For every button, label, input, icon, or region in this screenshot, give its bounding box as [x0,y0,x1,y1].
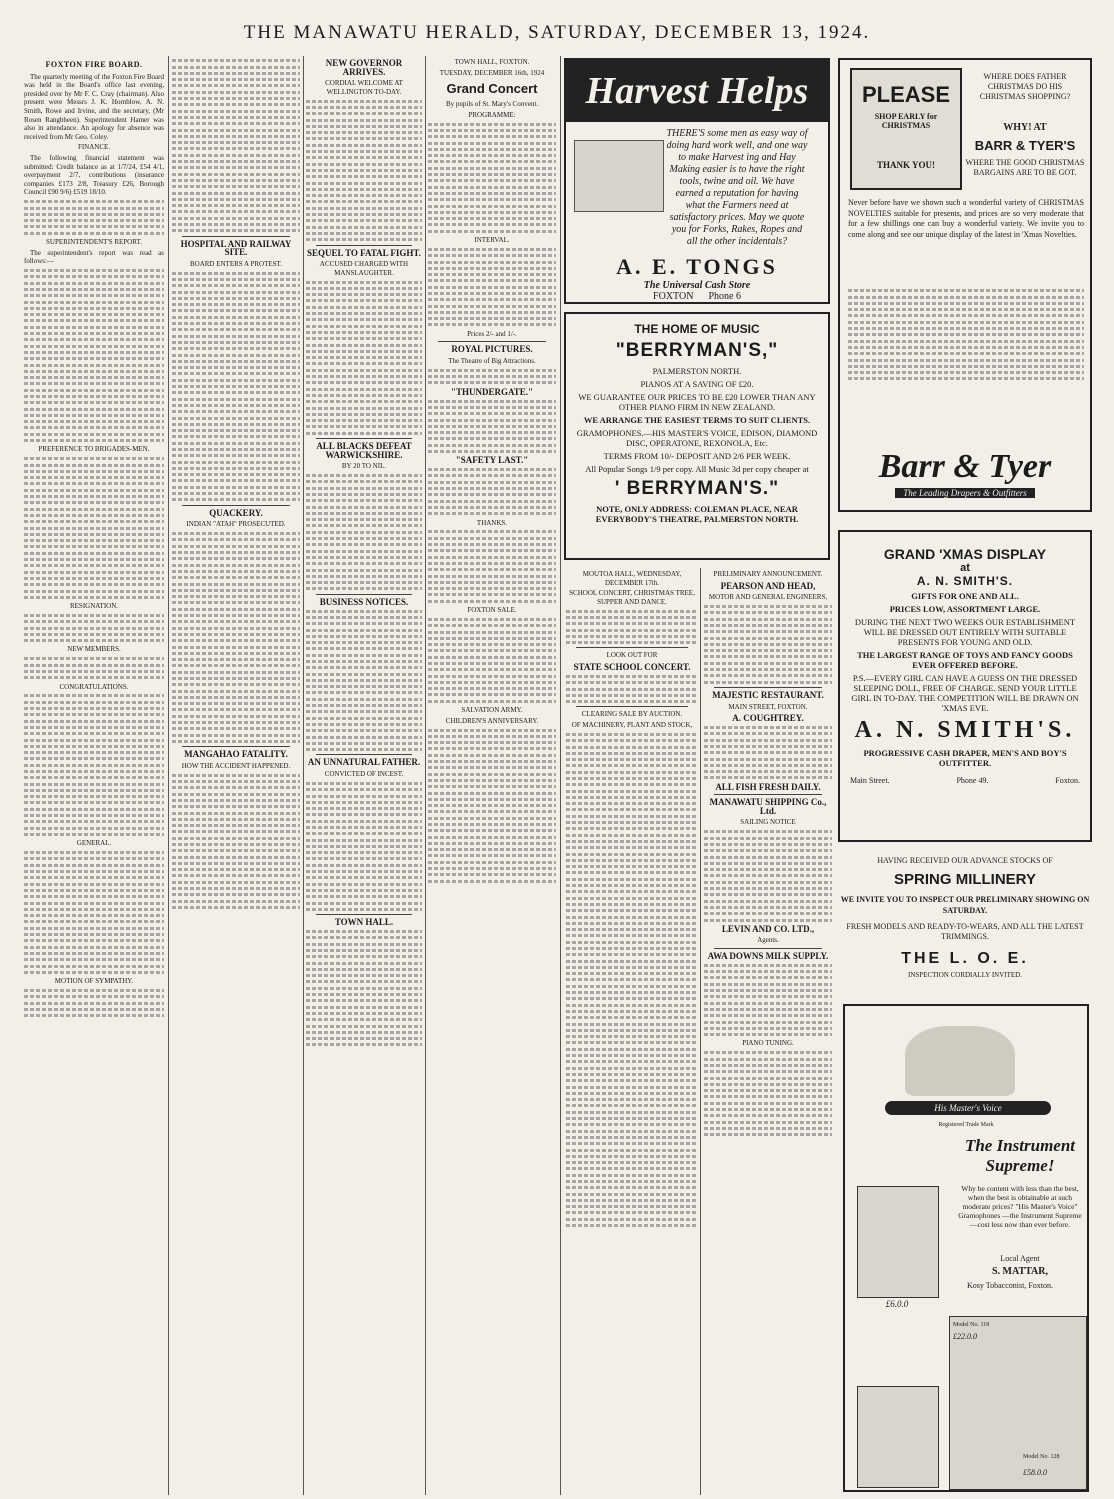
smith-text1: DURING THE NEXT TWO WEEKS OUR ESTABLISHMENT WILL BE DRESSED OUT ENTIRELY WITH SUITABLE PRESENTS FOR YOUNG AND OLD. [854,617,1076,647]
text-block [428,729,556,883]
divider [316,754,412,755]
smith-gifts: GIFTS FOR ONE AND ALL. [911,591,1019,601]
allblacks-sub: BY 20 TO NIL. [341,462,387,471]
gramophone-table-illustration [857,1386,939,1488]
super-text: The superintendent's report was read as follows:— [24,248,164,266]
text-block [306,474,422,590]
programme-label: PROGRAMME: [468,110,516,119]
clearing-plant: OF MACHINERY, PLANT AND STOCK, [571,721,693,730]
text-block [428,618,556,703]
model-118: Model No. 118 [953,1322,990,1328]
text-block [566,733,698,1227]
majestic-head: MAJESTIC RESTAURANT. [712,689,824,700]
barr-q2: WHERE THE GOOD CHRISTMAS BARGAINS ARE TO BE GOT. [965,158,1085,177]
sequel-sub: ACCUSED CHARGED WITH MANSLAUGHTER. [319,260,409,277]
agent-shop-name: Kosy Tobacconist, [967,1281,1027,1290]
smith-at: at [960,562,970,574]
royal-sub: The Theatre of Big Attractions. [448,356,536,365]
thundergate-title: "THUNDERGATE." [450,386,534,397]
governor-sub: CORDIAL WELCOME AT WELLINGTON TO-DAY. [325,79,403,96]
berry-l4: GRAMOPHONES.—HIS MASTER'S VOICE, EDISON, DIAMOND DISC, OPERATONE, REXONOLA, Etc. [576,428,818,448]
spring-invite: WE INVITE YOU TO INSPECT OUR PRELIMINARY SHOWING ON SATURDAY. [840,895,1090,915]
salvation-head: SALVATION ARMY. [461,706,523,715]
berry-l5: TERMS FROM 10/- DEPOSIT AND 2/6 PER WEEK. [603,451,791,461]
loe-name: THE L. O. E. [901,950,1029,967]
prices-line: Prices 2/- and 1/-. [467,329,517,338]
berry-home: THE HOME OF MUSIC [634,322,760,336]
divider [182,505,290,506]
look-out: LOOK OUT FOR [606,651,658,660]
text-block [704,726,832,779]
concert-title: Grand Concert [446,81,538,97]
divider [438,341,546,342]
model-128: Model No. 128 [1023,1454,1060,1460]
unnatural-sub: CONVICTED OF INCEST. [324,770,404,779]
smith-name: A. N. SMITH'S. [916,574,1014,588]
spring-inspect: INSPECTION CORDIALLY INVITED. [908,971,1022,979]
text-block [172,774,300,909]
state-school-concert: STATE SCHOOL CONCERT. [573,662,691,673]
text-block [704,605,832,684]
text-block [172,532,300,743]
smith-street: Main Street. [850,776,890,785]
please-shop-early-badge [850,68,962,190]
agents-label: Agents. [757,936,779,945]
allblacks-head: ALL BLACKS DEFEAT WARWICKSHIRE. [316,441,412,460]
dog-gramophone-illustration [905,1026,1015,1096]
quackery-sub: INDIAN "ATAH" PROSECUTED. [186,520,286,529]
congrats-head: CONGRATULATIONS. [59,682,129,691]
text-block [24,694,164,836]
interval-label: INTERVAL. [474,236,510,245]
column-governor [306,56,422,1495]
sailing-notice: SAILING NOTICE [740,818,796,827]
text-block [704,964,832,1036]
price-128: £58.0.0 [1023,1468,1047,1477]
moutoa-sub: SCHOOL CONCERT, CHRISTMAS TREE, SUPPER AND DANCE. [569,589,695,606]
barr-why: WHY! AT [1003,122,1047,133]
tongs-footer [566,291,828,302]
divider [182,746,290,747]
price-small: £6.0.0 [885,1299,909,1309]
text-block [172,272,300,502]
tongs-phone: Phone 6 [708,291,741,302]
hmv-label: His Master's Voice [885,1101,1051,1115]
text-block [24,614,164,642]
tongs-tagline: The Universal Cash Store [643,280,751,291]
text-block [24,269,164,442]
governor-head: NEW GOVERNOR ARRIVES. [325,58,403,77]
thank-you-text: THANK YOU! [877,160,935,170]
mangahao-sub: HOW THE ACCIDENT HAPPENED. [181,761,291,770]
piano-tuning: PIANO TUNING. [742,1039,794,1048]
clearing-sale: CLEARING SALE BY AUCTION. [581,710,683,719]
barr-name: BARR & TYER'S [974,138,1076,153]
text-block [566,675,698,703]
text-block [428,400,556,453]
divider [316,914,412,915]
moutoa-head: MOUTOA HALL, WEDNESDAY, DECEMBER 17th. [582,570,682,587]
spring-fresh: FRESH MODELS AND READY-TO-WEARS, AND ALL THE LATEST TRIMMINGS. [846,922,1084,941]
berry-name: "BERRYMAN'S," [615,340,779,361]
coughtrey: A. COUGHTREY. [732,713,804,724]
divider [576,706,688,707]
finance-text: The following financial statement was submitted: Credit balance as at 1/7/24, £54 4/1, overpayment 2/7, contributions (insurance companies £173 2/8, Treasury £26, Borough Council £90 9/6) £519 18/10. [24,153,164,197]
text-block [306,100,422,242]
townhall-foxton: TOWN HALL, FOXTON. [454,58,530,66]
hmv-title: The Instrument Supreme! [964,1136,1076,1175]
spring-millinery-ad [838,850,1092,990]
column-fire-board [24,56,164,1495]
divider [182,236,290,237]
berry-l3: WE ARRANGE THE EASIEST TERMS TO SUIT CLIENTS. [583,415,811,425]
shipping-head: MANAWATU SHIPPING Co., Ltd. [709,797,827,816]
text-block [24,989,164,1017]
mangahao-head: MANGAHAO FATALITY. [184,749,288,760]
townhall-head: TOWN HALL. [334,917,394,928]
fire-board-intro: The quarterly meeting of the Foxton Fire Board was held in the Board's office last evening, presided over by Mr F. C. Cray (chairman). Also present were Messrs J. K. Hornblow, A. N. Smith, Rowe and Irvine, and the secretary, (Mr Rosen Rangbheen). Superintendent Hamer was also in attendance. An apology for absence was received from Mr Geo. Coley. [24,72,164,141]
smith-big-name: A. N. SMITH'S. [854,717,1076,743]
barr-text: Never before have we shown such a wonderful variety of CHRISTMAS NOVELTIES suitable for presents, and prices are so very moderate that for a few shillings one can buy a wonderful variety. We invite you to come along and see our unique display of the latest in 'Xmas Novelties. [848,198,1084,239]
general-head: GENERAL. [76,839,112,848]
divider [576,647,688,648]
gramophone-cabinet-illustration [949,1316,1087,1490]
date-line: TUESDAY, DECEMBER 16th, 1924 [439,68,545,77]
fire-board-title: FOXTON FIRE BOARD. [45,60,143,69]
barr-q1: WHERE DOES FATHER CHRISTMAS DO HIS CHRISTMAS SHOPPING? [979,72,1071,101]
text-block [172,59,300,232]
levin-agents: LEVIN AND CO. LTD., [721,923,815,934]
awa-downs: AWA DOWNS MILK SUPPLY. [707,951,829,961]
text-block [428,248,556,327]
please-sub: SHOP EARLY for CHRISTMAS [874,112,938,130]
smith-text3: P.S.—EVERY GIRL CAN HAVE A GUESS ON THE DRESSED SLEEPING DOLL, FREE OF CHARGE. SEND YOUR LITTLE GIRL IN TO-DAY. THE COMPETITION WILL BE DRAWN ON 'XMAS EVE. [851,673,1079,713]
divider [316,438,412,439]
smith-prices: PRICES LOW, ASSORTMENT LARGE. [889,604,1041,614]
tongs-town: FOXTON [653,291,694,302]
text-block [428,530,556,602]
sequel-head: SEQUEL TO FATAL FIGHT. [306,247,422,258]
divider [714,948,822,949]
text-block [24,457,164,599]
text-block [428,123,556,233]
fresh-fish: ALL FISH FRESH DAILY. [715,781,821,792]
spring-head: SPRING MILLINERY [894,871,1036,888]
text-block [428,369,556,385]
smiths-xmas-ad [838,530,1092,842]
column-entertainment [428,56,556,1495]
prelim-head: PRELIMINARY ANNOUNCEMENT. [713,570,823,578]
text-block [306,782,422,911]
agent-town: Foxton. [1028,1281,1053,1290]
smith-town: Foxton. [1055,776,1080,785]
text-block [848,286,1084,384]
text-block [24,851,164,974]
hospital-sub: BOARD ENTERS A PROTEST. [189,259,283,268]
pearson-head: PEARSON AND HEAD, [720,580,816,591]
price-118: £22.0.0 [953,1332,977,1341]
super-head: SUPERINTENDENT'S REPORT. [46,237,142,246]
agent-name: S. MATTAR, [991,1266,1049,1277]
resign-head: RESIGNATION. [69,602,119,611]
column-rule [168,56,169,1495]
motor-eng: MOTOR AND GENERAL ENGINEERS, [708,593,828,602]
text-block [306,610,422,752]
hmv-gramophone-ad [843,1004,1089,1492]
berry-l2: WE GUARANTEE OUR PRICES TO BE £20 LOWER THAN ANY OTHER PIANO FIRM IN NEW ZEALAND. [578,392,816,412]
finance-head: FINANCE. [77,143,111,152]
childrens-head: CHILDREN'S ANNIVERSARY. [445,716,539,725]
column-hospital [172,56,300,1495]
business-head: BUSINESS NOTICES. [319,596,409,607]
divider [714,794,822,795]
text-block [566,610,698,644]
spring-intro: HAVING RECEIVED OUR ADVANCE STOCKS OF [877,856,1053,865]
column-rule [560,56,561,1495]
column-rule [303,56,304,1495]
text-block [704,1051,832,1136]
smith-draper: PROGRESSIVE CASH DRAPER, MEN'S AND BOY'S OUTFITTER. [863,748,1067,768]
agent-head: Local Agent [1000,1254,1040,1263]
harvest-body: THERE'S some men as easy way of doing hard work well, and one way to make Harvest ing and Hay Making easier is to have the right tools, twine and oil. We have earned a reputation for having what the Farmers need at satisfactory prices. May we quote you for Forks, Rakes, Ropes and all the other incidentals? [666,128,808,247]
column-rule [700,568,701,1495]
smith-text2: THE LARGEST RANGE OF TOYS AND FANCY GOODS EVER OFFERED BEFORE. [857,650,1073,670]
berry-town: PALMERSTON NORTH. [652,366,742,376]
masthead: THE MANAWATU HERALD, SATURDAY, DECEMBER 13, 1924. [243,22,871,43]
text-block [24,200,164,234]
barr-tyer-ad [838,58,1092,512]
berry-name-2: ' BERRYMAN'S." [614,478,780,499]
unnatural-head: AN UNNATURAL FATHER. [307,757,421,768]
agent-shop [935,1281,1085,1290]
smith-head: GRAND 'XMAS DISPLAY [883,546,1047,562]
tongs-name: A. E. TONGS [616,254,778,279]
text-block [306,281,422,435]
column-preliminary [704,568,832,1495]
harvest-title: Harvest Helps [566,60,828,122]
new-members-head: NEW MEMBERS. [67,645,121,654]
please-text: PLEASE [861,82,951,107]
concert-sub: By pupils of St. Mary's Convent. [445,100,539,109]
hospital-head: HOSPITAL AND RAILWAY SITE. [180,238,292,258]
smith-footer [850,776,1080,785]
pref-head: PREFERENCE TO BRIGADES-MEN. [38,445,150,454]
text-block [428,468,556,515]
basket-illustration [574,140,664,212]
berry-address: NOTE, ONLY ADDRESS: COLEMAN PLACE, NEAR EVERYBODY'S THEATRE, PALMERSTON NORTH. [595,504,799,524]
quackery-head: QUACKERY. [209,507,263,518]
hmv-text: Why be content with less than the best, when the best is obtainable at such moderate prices? "His Master's Voice" Gramophones —the Instrument Supreme—cost less now than ever before. [958,1184,1082,1229]
barr-logo [840,442,1090,500]
barr-script: Barr & Tyer [878,448,1052,485]
divider [714,687,822,688]
royal-head: ROYAL PICTURES. [451,344,533,355]
divider [316,594,412,595]
berry-l6: All Popular Songs 1/9 per copy. All Music 3d per copy cheaper at [585,464,809,474]
thanks-head: THANKS. [476,518,508,527]
text-block [24,657,164,679]
hmv-trade: Registered Trade Mark [938,1122,994,1128]
berry-l1: PIANOS AT A SAVING OF £20. [640,379,754,389]
gramophone-small-illustration [857,1186,939,1298]
column-rule [425,56,426,1495]
barr-tag: The Leading Drapers & Outfitters [895,488,1035,498]
berrymans-ad [564,312,830,560]
text-block [704,830,832,921]
safety-last-title: "SAFETY LAST." [455,455,529,466]
text-block [306,930,422,1046]
smith-phone: Phone 49. [956,776,989,785]
majestic-main: MAIN STREET, FOXTON. [728,702,808,711]
harvest-helps-ad [564,58,830,304]
divider [316,245,412,246]
column-moutoa [566,568,698,1495]
foxton-sale-head: FOXTON SALE. [467,606,517,615]
sympathy-head: MOTION OF SYMPATHY. [54,977,134,986]
